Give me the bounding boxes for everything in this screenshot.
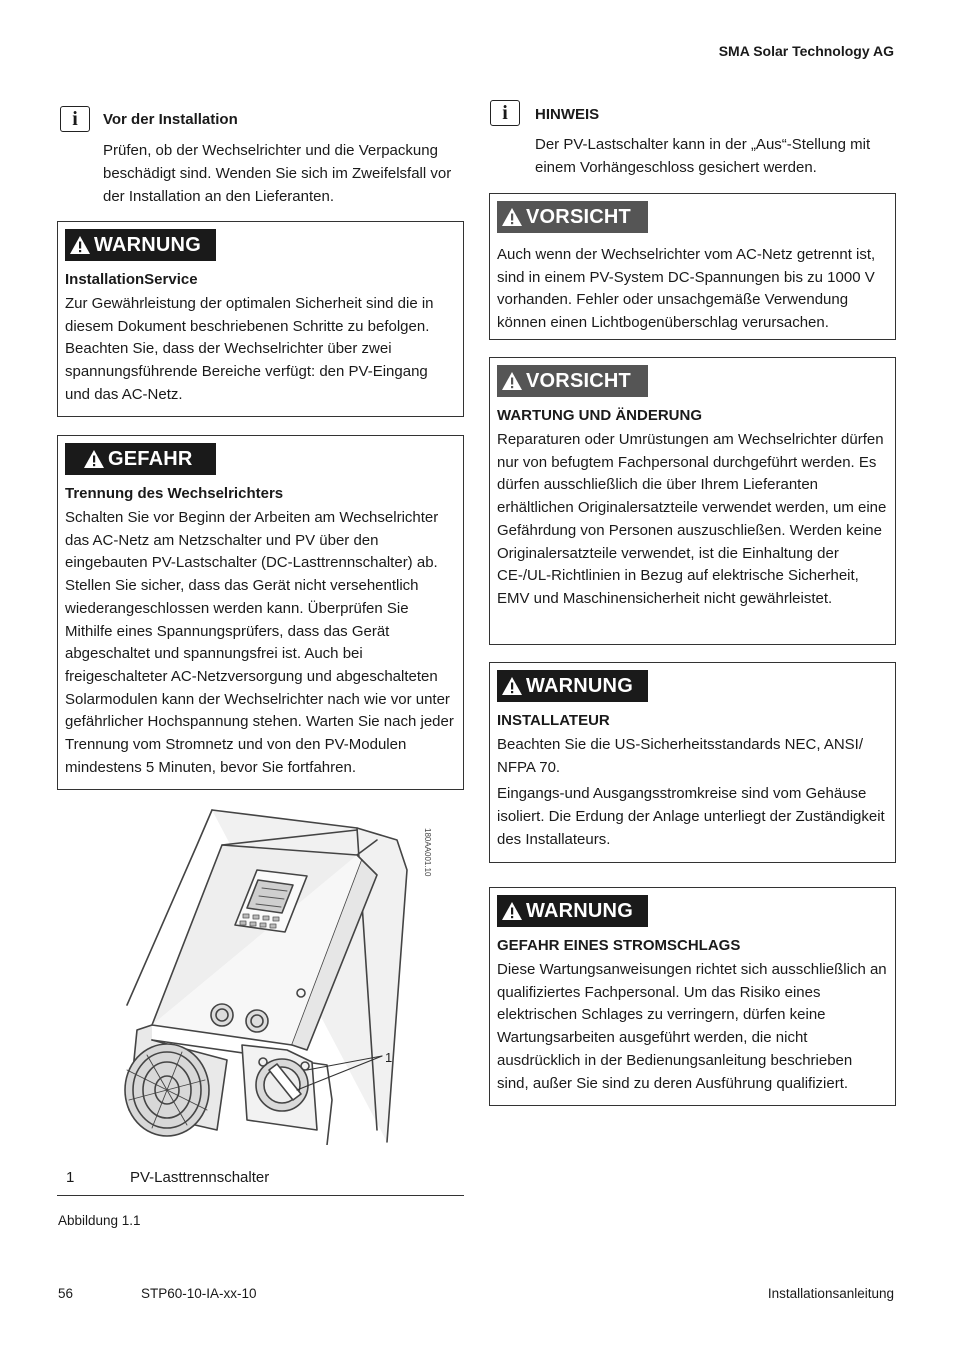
figure-caption: Abbildung 1.1 [58, 1213, 141, 1228]
danger-badge-label: GEFAHR [108, 447, 193, 470]
warning-badge [65, 229, 216, 261]
danger-box [57, 435, 464, 790]
warning-triangle-icon [501, 207, 523, 227]
document-type: Installationsanleitung [767, 1286, 894, 1301]
warning-text-1: Beachten Sie die US-Sicherheitsstandards NEC, ANSI/ NFPA 70. [497, 736, 864, 776]
note-text: Der PV-Lastschalter kann in der „Aus“-Stellung mit einem Vorhängeschloss gesichert werden. [535, 136, 871, 176]
caution-box-arc-flash [489, 193, 896, 340]
warning-box-installation-service [57, 221, 464, 417]
note-text: Prüfen, ob der Wechselrichter und die Verpackung beschädigt sind. Wenden Sie sich im Zweifelsfall vor der Installation an den Lieferanten. [103, 142, 452, 205]
warning-triangle-icon [501, 901, 523, 921]
figure-callout: 1 [385, 1050, 393, 1065]
caution-text: Auch wenn der Wechselrichter vom AC-Netz getrennt ist, sind in einem PV-System DC-Spannungen bis zu 1000 V vorhanden. Fehler oder unsachgemäße Verwendung können einen Lichtbogenüberschlag verursachen. [497, 246, 876, 332]
company-name: SMA Solar Technology AG [718, 43, 894, 59]
warning-triangle-icon [501, 676, 523, 696]
warning-triangle-icon [69, 235, 91, 255]
caution-badge-label: VORSICHT [526, 205, 631, 228]
warning-box-electric-shock [489, 887, 896, 1106]
warning-triangle-icon [83, 449, 105, 469]
warning-triangle-icon [501, 371, 523, 391]
caution-title: WARTUNG UND ÄNDERUNG [497, 407, 702, 424]
warning-badge-label: WARNUNG [526, 899, 633, 922]
warning-title: GEFAHR EINES STROMSCHLAGS [497, 937, 741, 954]
caution-box-maintenance [489, 357, 896, 645]
warning-badge [497, 670, 648, 702]
danger-title: Trennung des Wechselrichters [65, 485, 284, 502]
info-icon: i [60, 106, 90, 132]
caution-badge [497, 201, 648, 233]
note-title: HINWEIS [535, 106, 600, 123]
warning-box-installer [489, 662, 896, 863]
legend-number: 1 [66, 1169, 75, 1186]
caution-badge [497, 365, 648, 397]
warning-badge-label: WARNUNG [94, 233, 201, 256]
warning-title: INSTALLATEUR [497, 712, 610, 729]
legend-divider [57, 1195, 464, 1196]
warning-text-2: Eingangs-und Ausgangsstromkreise sind vom Gehäuse isoliert. Die Erdung der Anlage unterliegt der Zuständigkeit des Installateurs. [497, 785, 885, 848]
info-icon: i [490, 100, 520, 126]
danger-badge [65, 443, 216, 475]
legend-text: PV-Lasttrennschalter [130, 1169, 270, 1186]
note-title: Vor der Installation [103, 111, 238, 128]
warning-badge [497, 895, 648, 927]
caution-badge-label: VORSICHT [526, 369, 631, 392]
danger-text: Schalten Sie vor Beginn der Arbeiten am Wechselrichter das AC-Netz am Netzschalter und PV über den eingebauten PV-Lastschalter (DC-Lasttrennschalter) ab. Stellen Sie sicher, dass das Gerät nicht versehentlich wiederangeschlossen werden kann. Überprüfen Sie Mithilfe eines Spannungsprüfers, dass das Gerät abgeschaltet und spannungsfrei ist. Auch bei freigeschalteter AC-Netzversorgung und abgeschalteten Solarmodulen kann der Wechselrichter nach wie vor unter gefährlicher Hochspannung stehen. Warten Sie nach jeder Trennung vom Stromnetz und von den PV-Modulen mindestens 5 Minuten, bevor Sie fortfahren. [65, 509, 454, 776]
figure-code: 180AA001.10 [423, 828, 432, 877]
warning-text: Zur Gewährleistung der optimalen Sicherheit sind die in diesem Dokument beschriebenen Schritte zu befolgen. Beachten Sie, dass der Wechselrichter über zwei spannungsführende Bereiche verfügt: den PV-Eingang und das AC-Netz. [65, 295, 434, 403]
document-code: STP60-10-IA-xx-10 [141, 1286, 257, 1301]
inverter-illustration [57, 800, 464, 1145]
page-number: 56 [58, 1286, 74, 1301]
warning-badge-label: WARNUNG [526, 674, 633, 697]
warning-title: InstallationService [65, 271, 198, 288]
caution-text: Reparaturen oder Umrüstungen am Wechselrichter dürfen nur von befugtem Fachpersonal durchgeführt werden. Es dürfen ausschließlich die über Ihrem Lieferanten erhältlichen Originalersatzteile verwendet werden, um eine Gefährdung von Personen auszuschließen. Werden keine Originalersatzteile verwendet, ist die Einhaltung der CE-/UL-Richtlinien in Bezug auf elektrische Sicherheit, EMV und Maschinensicherheit nicht gewährleistet. [497, 431, 887, 607]
warning-text: Diese Wartungsanweisungen richtet sich ausschließlich an qualifiziertes Fachpersonal. Um das Risiko eines elektrischen Schlages zu verringern, dürfen keine Wartungsarbeiten ausgeführt werden, die nicht ausdrücklich in der Bedienungsanleitung beschrieben sind, außer Sie sind zu deren Ausführung qualifiziert. [497, 961, 887, 1092]
